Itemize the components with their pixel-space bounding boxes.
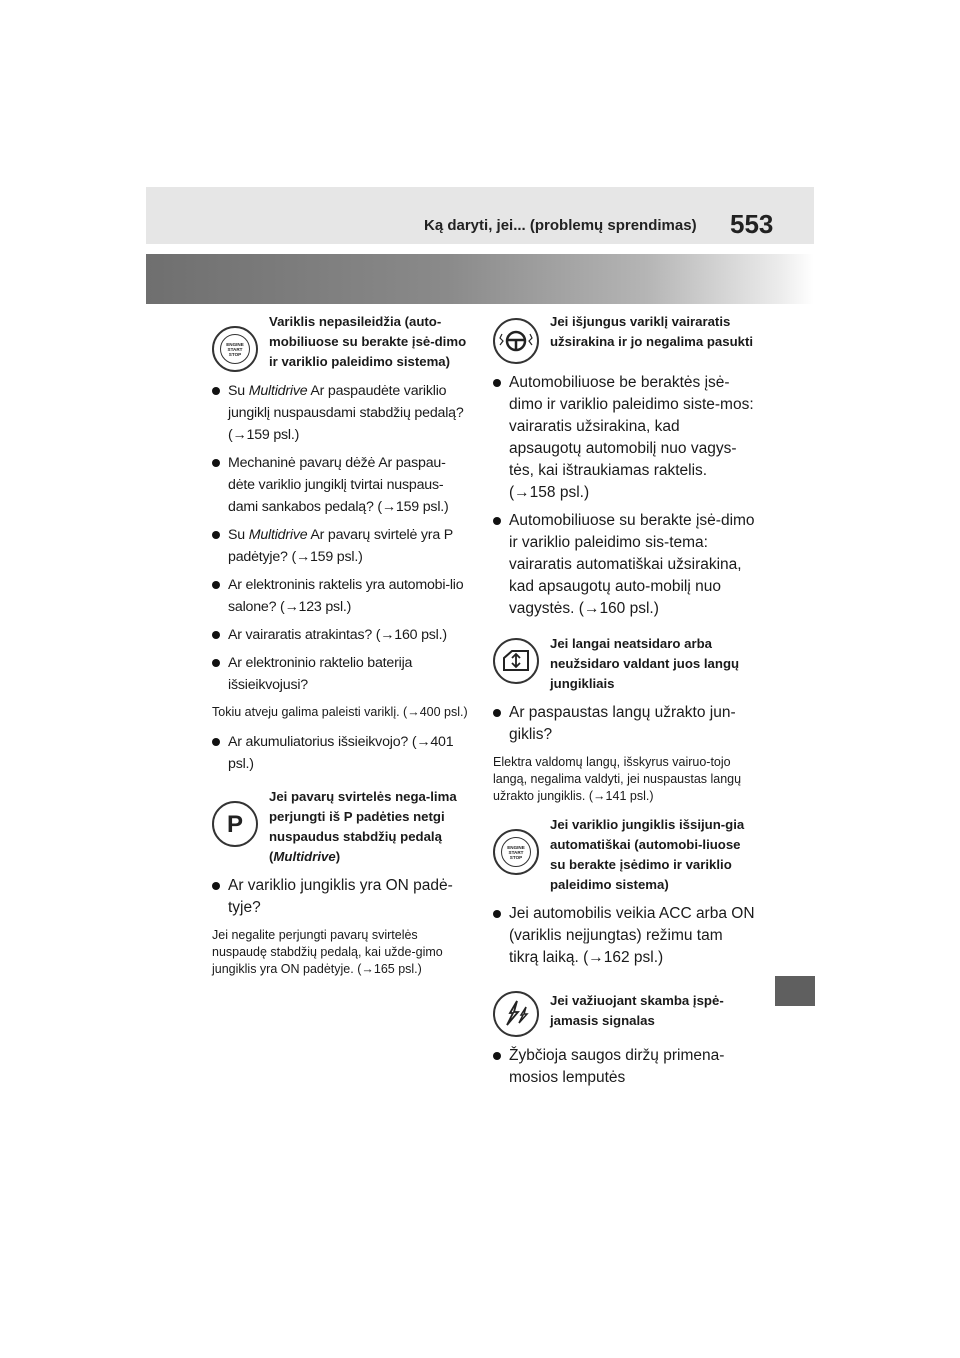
note-text: Jei negalite perjungti pavarų svirtelės nuspaudę stabdžių pedalą, kai užde-gimo jungiklis yra ON padėtyje. (→165 psl.)	[212, 928, 443, 976]
steering-lock-icon	[493, 318, 539, 364]
list-item: Su Multidrive Ar pavarų svirtelė yra P padėtyje? (→159 psl.)	[212, 524, 472, 568]
power-window-icon	[493, 638, 539, 684]
note-text: Tokiu atveju galima paleisti variklį. (→400 psl.)	[212, 705, 468, 719]
shift-p-icon	[212, 801, 258, 847]
list-item: Ar vairaratis atrakintas? (→160 psl.)	[212, 624, 472, 646]
list-item: Ar akumuliatorius išsieikvojo? (→401 psl.)	[212, 731, 472, 775]
engine-start-stop-icon-label: ENGINE START STOP	[220, 334, 250, 364]
page-header-title: Ką daryti, jei... (problemų sprendimas)	[424, 217, 697, 234]
section-heading: Jei pavarų svirtelės nega-lima perjungti iš P padėties netgi nuspaudus stabdžių pedalą (Multidrive)	[269, 789, 457, 864]
chapter-thumb-tab	[775, 976, 815, 1006]
section-heading: Jei išjungus variklį vairaratis užsirakina ir jo negalima pasukti	[550, 314, 754, 349]
section-steering-lock	[493, 312, 755, 364]
shift-p-letter: P	[226, 811, 243, 838]
section-engine-switch-off	[493, 815, 755, 895]
list-item: Ar variklio jungiklis yra ON padė-tyje?	[212, 875, 472, 919]
section-heading: Jei variklio jungiklis išsijun-gia automatiškai (automobi-liuose su berakte įsėdimo ir variklio paleidimo sistema)	[550, 817, 745, 892]
section-heading: Jei važiuojant skamba įspė-jamasis signalas	[550, 993, 724, 1028]
engine-start-stop-icon-label: ENGINE START STOP	[501, 837, 531, 867]
header-bar	[146, 187, 814, 244]
engine-start-stop-icon	[212, 326, 258, 372]
list-item: Ar elektroninio raktelio baterija išsieikvojusi?	[212, 652, 472, 696]
section-shift-lever	[212, 787, 472, 867]
list-item: Ar elektroninis raktelis yra automobi-lio salone? (→123 psl.)	[212, 574, 472, 618]
left-column	[212, 312, 472, 988]
list-item: Automobiliuose be beraktės įsė-dimo ir variklio paleidimo siste-mos: vairaratis užsirakina, kad apsaugotų automobilį nuo vagys-tės, kai ištraukiamas raktelis. (→158 psl.)	[493, 372, 755, 504]
section-heading: Jei langai neatsidaro arba neužsidaro valdant juos langų jungikliais	[550, 636, 740, 691]
list-item: Ar paspaustas langų užrakto jun-giklis?	[493, 702, 755, 746]
section-warning-buzzer	[493, 991, 755, 1037]
warning-buzzer-icon	[493, 991, 539, 1037]
list-item: Jei automobilis veikia ACC arba ON (variklis neįjungtas) režimu tam tikrą laiką. (→162 psl.)	[493, 903, 755, 969]
list-item: Žybčioja saugos diržų primena-mosios lemputės	[493, 1045, 755, 1089]
right-column	[493, 312, 755, 1095]
section-heading: Variklis nepasileidžia (auto-mobiliuose su berakte įsė-dimo ir variklio paleidimo sistema)	[269, 314, 467, 369]
section-engine-not-start	[212, 312, 472, 372]
list-item: Automobiliuose su berakte įsė-dimo ir variklio paleidimo sis-tema: vairaratis automatiškai užsirakina, kad apsaugotų auto-mobilį nuo vagystės. (→160 psl.)	[493, 510, 755, 620]
list-item: Mechaninė pavarų dėžė Ar paspau-dėte variklio jungiklį tvirtai nuspaus-dami sankabos pedalą? (→159 psl.)	[212, 452, 472, 518]
note-text: Elektra valdomų langų, išskyrus vairuo-tojo langą, negalima valdyti, jei nuspaustas langų užrakto jungiklis. (→141 psl.)	[493, 755, 742, 803]
decorative-band	[146, 254, 814, 304]
page-number: 553	[730, 209, 774, 239]
list-item: Su Multidrive Ar paspaudėte variklio jungiklį nuspausdami stabdžių pedalą? (→159 psl.)	[212, 380, 472, 446]
section-power-window	[493, 634, 755, 694]
engine-start-stop-icon	[493, 829, 539, 875]
